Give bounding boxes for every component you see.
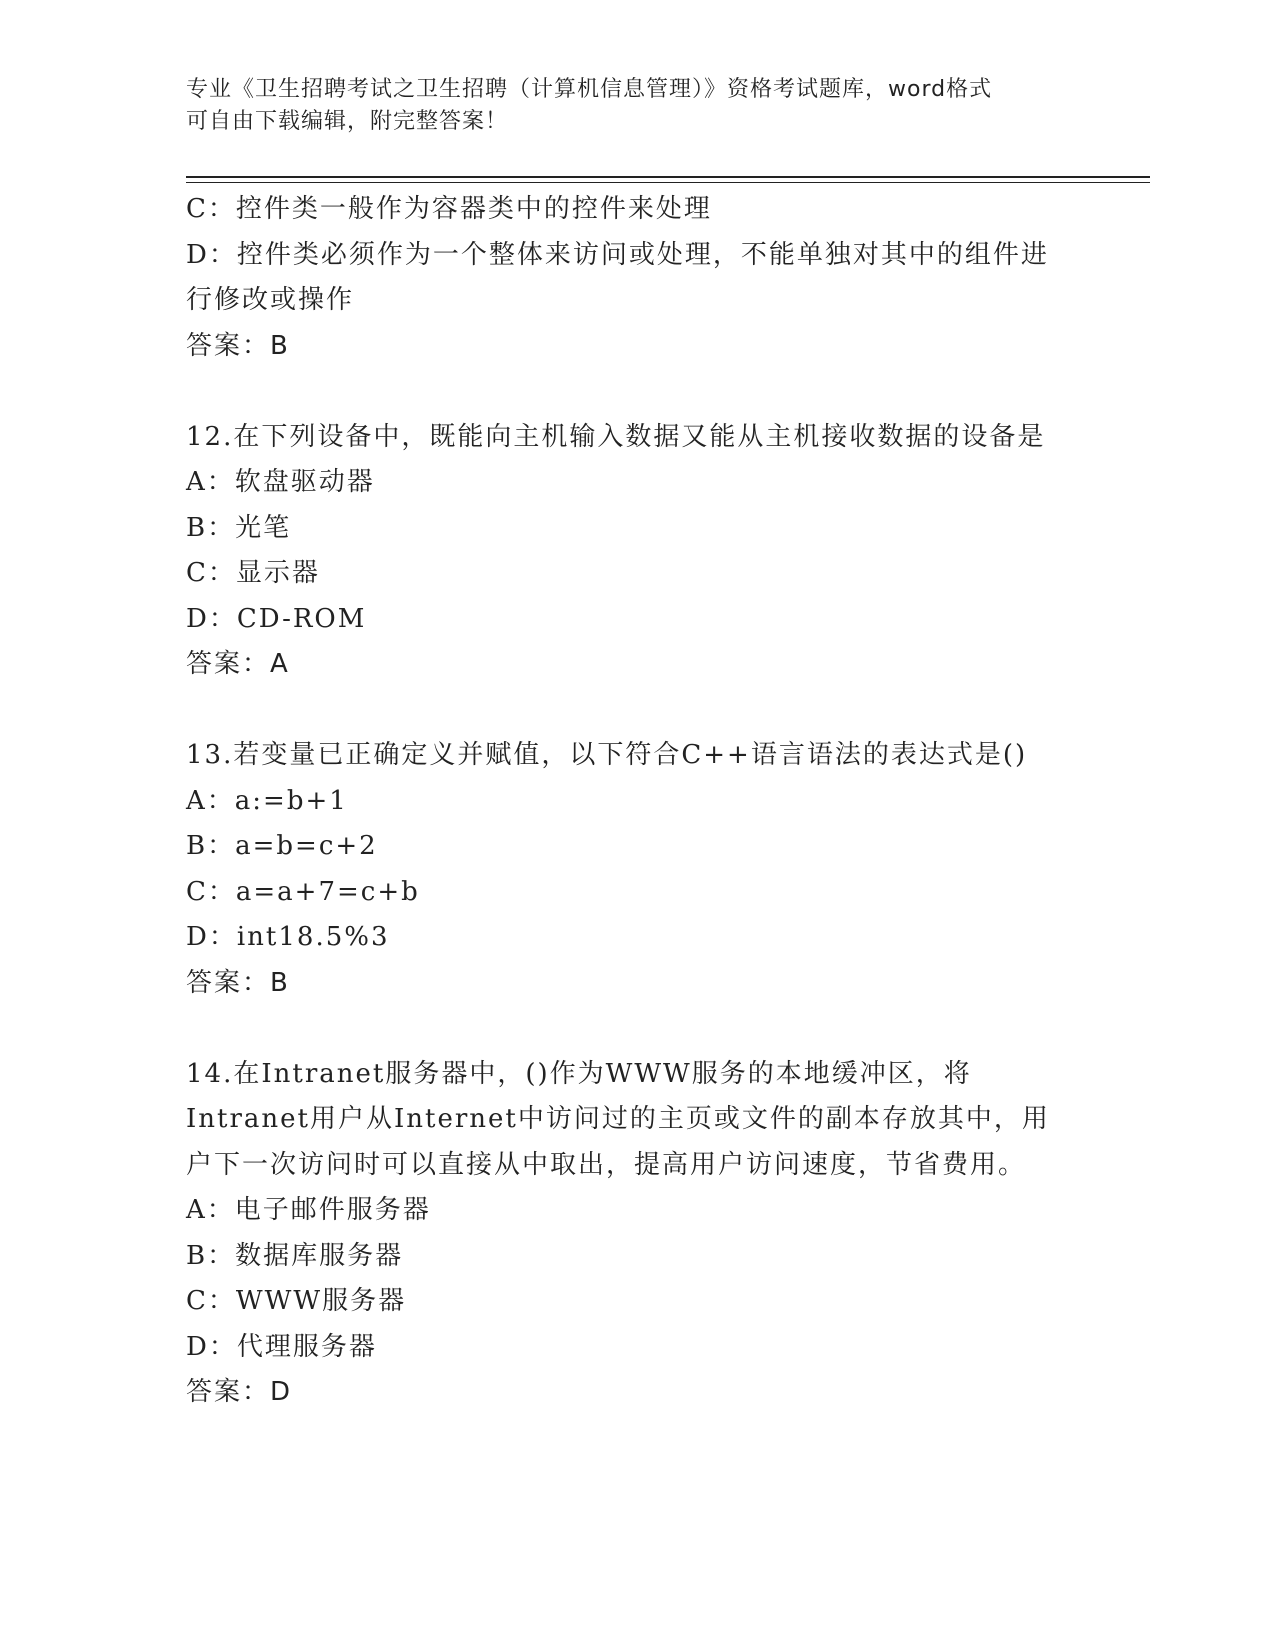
option-d: D：CD-ROM [186,603,367,634]
header-title-line-1: 专业《卫生招聘考试之卫生招聘（计算机信息管理）》资格考试题库，word格式 [186,77,993,102]
question-12 [186,415,1076,688]
option-c: C：a=a+7=c+b [186,876,420,907]
option-d: D：控件类必须作为一个整体来访问或处理，不能单独对其中的组件进 [186,239,1049,270]
header-divider-thin [186,182,1150,183]
prev-question-tail [186,187,1076,369]
answer-line: 答案：B [186,330,290,361]
option-a: A：软盘驱动器 [186,467,375,497]
option-a: A：a:=b+1 [186,785,348,816]
question-stem-continued: 户下一次访问时可以直接从中取出，提高用户访问速度，节省费用。 [186,1149,1027,1180]
question-stem: 12.在下列设备中，既能向主机输入数据又能从主机接收数据的设备是 [186,421,1046,452]
question-list [186,187,1076,1416]
question-14 [186,1052,1076,1416]
option-d: D：代理服务器 [186,1331,377,1362]
option-d-continued: 行修改或操作 [186,285,355,315]
option-a: A：电子邮件服务器 [186,1195,431,1225]
option-d: D：int18.5%3 [186,922,390,952]
option-c: C：WWW服务器 [186,1286,407,1316]
spacer [186,688,1076,734]
spacer [186,369,1076,415]
option-b: B：光笔 [186,512,292,543]
header-title-line-2: 可自由下载编辑，附完整答案！ [186,109,509,134]
header-divider-thick [186,176,1150,178]
answer-line: 答案：D [186,1377,293,1407]
option-c: C：显示器 [186,558,320,588]
document-header [186,74,1086,138]
option-c: C：控件类一般作为容器类中的控件来处理 [186,194,712,224]
question-stem: 14.在Intranet服务器中，()作为WWW服务的本地缓冲区，将 [186,1058,972,1089]
question-stem-continued: Intranet用户从Internet中访问过的主页或文件的副本存放其中，用 [186,1104,1050,1134]
answer-line: 答案：A [186,649,290,679]
option-b: B：数据库服务器 [186,1240,404,1271]
question-13 [186,733,1076,1006]
option-b: B：a=b=c+2 [186,831,378,861]
question-stem: 13.若变量已正确定义并赋值，以下符合C++语言语法的表达式是() [186,740,1028,770]
spacer [186,1006,1076,1052]
answer-line: 答案：B [186,967,290,998]
